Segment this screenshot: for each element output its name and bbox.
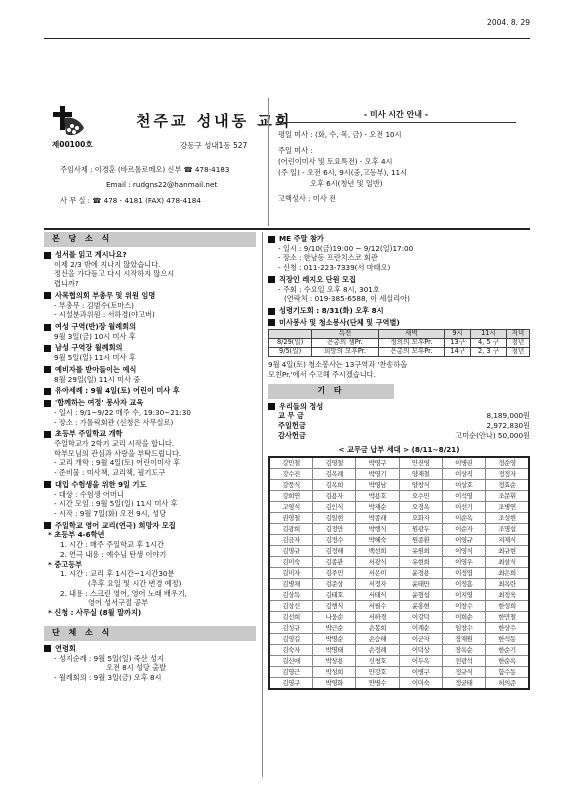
service-title: 미사봉사 및 청소봉사(단체 및 구역별) <box>268 318 530 328</box>
english-class-details <box>44 530 256 617</box>
gift-row <box>270 622 528 633</box>
household-name: 최옥란 <box>485 579 528 589</box>
square-bullet-icon <box>268 403 275 410</box>
household-name: 김영길 <box>282 635 300 644</box>
household-name: 장재원 <box>442 634 485 644</box>
household-name: 강희연 <box>282 492 300 501</box>
household-name: 장옥순 <box>442 645 485 655</box>
news-item-line: - 시간 모임 : 9월 5일(일) 11시 미사 후 <box>54 499 178 509</box>
household-name: 이영식 <box>442 546 485 556</box>
household-name: 지재식 <box>485 535 528 545</box>
retreat-line: (연락처 : 019-385-6588, 이 세실리아) <box>284 294 410 304</box>
household-name: 이순자 <box>442 524 485 534</box>
household-name: 손정례 <box>355 645 398 655</box>
household-name: 윤태만 <box>399 579 442 589</box>
household-name: 이병구 <box>399 667 442 677</box>
service-header-cell: 11시 <box>471 330 506 339</box>
section-group-news: 단 체 소 식 <box>44 626 256 641</box>
household-name: 서정자 <box>355 579 398 589</box>
household-name: 안진영 <box>399 458 442 468</box>
household-name: 이석영 <box>442 491 485 501</box>
english-class-line: (추후 요일 및 시간 변경 예정) <box>88 579 182 588</box>
household-name: 안강호 <box>355 667 398 677</box>
news-item-text: 유아세례 : 9월 4일(토) 어린이 미사 후 <box>55 386 180 396</box>
household-name: 최정욱 <box>485 590 528 600</box>
news-item-title <box>44 429 256 439</box>
household-name: 김숙자 <box>282 646 300 655</box>
square-bullet-icon <box>268 276 275 283</box>
gift-row <box>270 611 528 622</box>
service-cell: 14구 <box>445 348 471 357</box>
news-item-line: - 부총무 : 김범수(토마스) <box>54 300 134 310</box>
household-name: 김용자 <box>312 491 355 501</box>
household-name: 안병수 <box>355 678 398 688</box>
news-item-text: 대입 수험생을 위한 9일 기도 <box>55 479 147 489</box>
household-name: 박용호 <box>355 491 398 501</box>
mass-line: 고백성사 : 미사 전 <box>278 194 336 203</box>
household-name: 이정흠 <box>442 579 485 589</box>
english-class-line: 영어 성서구절 공부 <box>88 598 149 608</box>
top-rule <box>44 38 530 39</box>
household-name: 김성규 <box>282 624 300 633</box>
square-bullet-icon <box>44 345 51 352</box>
household-name: 박행식 <box>355 524 398 534</box>
service-header-cell: 9시 <box>445 330 471 339</box>
english-class-line: * 중고등부 <box>48 559 83 569</box>
household-name: 윤정용 <box>399 568 442 578</box>
household-name: 원광두 <box>399 524 442 534</box>
household-name: 손봉희 <box>355 623 398 633</box>
mass-title: - 미사 시간 안내 - <box>363 110 429 119</box>
household-name: 박영기 <box>355 469 398 479</box>
mass-line: 주일 미사 : <box>278 146 313 155</box>
me-line: - 신청 : 011-223-7339(서 마태오) <box>278 263 391 273</box>
news-item-line: 9월 3일(금) 10시 미사 후 <box>54 331 136 341</box>
household-name: 김행식 <box>312 601 355 611</box>
household-name: 서은미 <box>355 568 398 578</box>
news-item-title <box>44 480 256 490</box>
gift-row <box>270 677 528 688</box>
gift-row <box>270 666 528 677</box>
gift-row <box>270 589 528 600</box>
english-class-line: 2. 내용 : 스크린 영어, 영어 노래 배우기, <box>60 588 188 598</box>
household-name: 박혜숙 <box>355 535 398 545</box>
news-item-text: 주일학교 영어 교리(연극) 희망자 모집 <box>55 520 176 530</box>
news-item-title <box>44 521 256 531</box>
church-name: 천주교 성내동 교회 <box>136 112 293 130</box>
household-name: 김광희 <box>282 525 300 534</box>
household-name: 김인식 <box>312 502 355 512</box>
gift-row <box>270 644 528 655</box>
gift-row <box>270 545 528 556</box>
household-name: 김금자 <box>282 536 300 545</box>
square-bullet-icon <box>44 481 51 488</box>
news-item-line: 주일학교가 2학기 교리 시작을 합니다. <box>54 438 175 448</box>
group-line: 오전 8시 성당 출발 <box>106 663 167 673</box>
household-name: 유현희 <box>399 557 442 567</box>
household-name: 윤홍현 <box>399 601 442 611</box>
household-name: 김영근 <box>282 668 300 677</box>
household-name: 이상직 <box>442 469 485 479</box>
me-title: ME 주말 참가 <box>268 234 530 244</box>
news-item-title <box>44 343 256 353</box>
service-header-cell: 새벽 <box>378 330 444 339</box>
household-name: 김병채 <box>282 580 300 589</box>
news-item-line: - 시설분과위원 : 서하경(야고버) <box>54 310 155 320</box>
household-name: 한석동 <box>485 634 528 644</box>
gift-row <box>270 501 528 512</box>
news-item-line: 정신을 가다듬고 다시 시작하지 않으시 <box>54 269 175 279</box>
right-column <box>268 232 530 690</box>
household-name: 원종환 <box>399 535 442 545</box>
finance-title: 우리들의 정성 <box>268 402 530 412</box>
news-item-title <box>44 398 256 408</box>
household-name: 김옥례 <box>312 469 355 479</box>
news-item-line: 9월 5일(일) 11시 미사 후 <box>54 353 136 363</box>
news-item-title <box>44 386 256 396</box>
mass-line: 오후 6시(청년 및 일반) <box>310 179 383 188</box>
header-divider <box>268 98 269 226</box>
church-address: 강동구 성내1동 527 <box>180 141 248 150</box>
priest-info: 주임사제 : 이경훈 (바르톨로메오) 신부 ☎ 478-4183 <box>60 165 230 174</box>
news-item-text: 여성 구역(반)장 월례회의 <box>55 322 137 332</box>
household-name: 손승해 <box>355 634 398 644</box>
household-name: 이상호 <box>442 480 485 490</box>
gift-row <box>270 578 528 589</box>
household-name: 김신애 <box>282 657 300 666</box>
household-name: 박명순 <box>312 634 355 644</box>
english-class-line: 2. 연극 내용 : 예수님 탄생 이야기 <box>60 549 167 559</box>
mass-line: (어린이미사 및 토요특전) - 오후 4시 <box>278 157 393 166</box>
news-item-line: - 장소 : 가톨릭회관 (신청은 사무실로) <box>54 417 174 427</box>
household-name: 조병연 <box>485 502 528 512</box>
household-name: 이병권 <box>442 458 485 468</box>
household-name: 정순영 <box>485 458 528 468</box>
header-bottom-rule <box>44 228 530 230</box>
english-class-line: * 초등부 4-6학년 <box>48 530 105 540</box>
church-logo-icon <box>50 104 88 140</box>
square-bullet-icon <box>44 366 51 373</box>
news-item-title <box>44 322 256 332</box>
gift-row <box>270 567 528 578</box>
finance-row <box>268 421 530 431</box>
household-name: 김영구 <box>282 679 300 688</box>
retreat-title: 직장인 레지오 단원 모집 <box>268 275 530 285</box>
service-table <box>268 329 530 357</box>
square-bullet-icon <box>44 388 51 395</box>
household-name: 나웅순 <box>312 612 355 622</box>
news-item-title <box>44 291 256 301</box>
finance-row <box>268 411 530 421</box>
household-name: 한순기 <box>485 645 528 655</box>
mass-title-rule <box>276 122 516 123</box>
household-name: 허의준 <box>485 678 528 688</box>
finance-value: 고미순(안나) 50,000원 <box>455 430 530 440</box>
household-name: 강풍식 <box>282 481 300 490</box>
household-name: 한성희 <box>485 601 528 611</box>
square-bullet-icon <box>44 292 51 299</box>
household-name: 김영철 <box>312 458 355 468</box>
household-name: 김미숙 <box>282 558 300 567</box>
household-name: 김정수 <box>312 535 355 545</box>
household-name: 이계순 <box>399 623 442 633</box>
household-name: 이미숙 <box>399 678 442 688</box>
household-name: 김옥희 <box>312 480 355 490</box>
household-name: 이군자 <box>399 634 442 644</box>
me-line: - 장소 : 한남동 프란치스코 회관 <box>278 253 378 263</box>
service-cell: 4, 5 구 <box>471 339 506 348</box>
english-class-line: * 신청 : 사무실 (8월 말까지) <box>48 608 142 618</box>
news-item-line: - 시작 : 9월 7일(화) 오전 9시, 성당 <box>54 508 167 518</box>
news-item-text: 사목협의회 부총무 및 위원 임명 <box>55 290 156 300</box>
household-name: 전광석 <box>442 656 485 666</box>
household-name: 박영남 <box>355 480 398 490</box>
square-bullet-icon <box>268 236 275 243</box>
household-name: 이덕상 <box>399 645 442 655</box>
prayer-meeting: 성령기도회 : 8/31(화) 오후 8시 <box>268 306 530 316</box>
household-name: 박성희 <box>312 667 355 677</box>
household-name: 정정자 <box>485 469 528 479</box>
household-name: 서광식 <box>355 557 398 567</box>
household-name: 최삼식 <box>485 557 528 567</box>
household-name: 박상용 <box>312 656 355 666</box>
group-title: 연령회 <box>44 644 256 654</box>
household-name: 이정엽 <box>442 568 485 578</box>
household-name: 김주민 <box>312 568 355 578</box>
service-cell: 2, 3 구 <box>471 348 506 357</box>
mass-line: 평일 미사 : (화, 수, 목, 금) - 오전 10시 <box>278 130 402 139</box>
household-name: 박명태 <box>312 645 355 655</box>
square-bullet-icon <box>44 431 51 438</box>
gift-household-grid <box>268 456 530 690</box>
section-other: 기 타 <box>268 384 394 399</box>
household-name: 김준상 <box>312 579 355 589</box>
service-cell: 9/5(일) <box>269 348 312 357</box>
household-name: 김선희 <box>282 613 300 622</box>
service-note: 모친Pr.'에서 수고해 주시겠습니다. <box>268 369 376 379</box>
household-name: 이두옥 <box>399 656 442 666</box>
gift-row <box>270 479 528 490</box>
household-name: 이희순 <box>442 612 485 622</box>
household-name: 정규식 <box>442 667 485 677</box>
finance-list <box>268 411 530 440</box>
household-name: 서필수 <box>355 601 398 611</box>
finance-label: 감사헌금 <box>278 430 306 440</box>
group-line: - 성지순례 : 9월 5일(일) 죽산 성지 <box>54 653 164 663</box>
household-name: 권영철 <box>282 514 300 523</box>
news-item-title <box>44 250 256 260</box>
square-bullet-icon <box>268 308 275 315</box>
news-item-text: 성서를 읽고 계시나요? <box>55 250 127 259</box>
household-name: 정효순 <box>485 480 528 490</box>
household-name: 신청호 <box>355 656 398 666</box>
bulletin-date: 2004. 8. 29 <box>487 18 530 27</box>
household-name: 박재순 <box>355 502 398 512</box>
gift-row <box>270 512 528 523</box>
household-name: 김태호 <box>312 590 355 600</box>
household-name: 조성현 <box>485 513 528 523</box>
service-cell: 청년 <box>506 348 529 357</box>
retreat-line: - 주회 : 수요일 오후 8시, 301호 <box>278 284 380 294</box>
household-name: 이창수 <box>442 601 485 611</box>
office-info: 사 무 실 : ☎ 478 - 4181 (FAX) 478-4184 <box>60 196 201 205</box>
finance-label: 주일헌금 <box>278 421 306 431</box>
household-name: 고영식 <box>282 503 300 512</box>
finance-value: 8,189,000원 <box>486 411 530 421</box>
mass-line: (주 일) - 오전 6시, 9시(중,고등부), 11시 <box>278 168 408 177</box>
service-cell: 청년 <box>506 339 529 348</box>
news-item-line: - 준비물 : 미사책, 교리책, 필기도구 <box>54 468 166 478</box>
parish-news-list <box>44 250 256 530</box>
household-name: 김명규 <box>282 547 300 556</box>
left-column <box>44 232 256 683</box>
household-name: 강수진 <box>282 470 300 479</box>
news-item-line: - 교리 개학 : 9월 4일(토) 어린이미사 후 <box>54 458 181 468</box>
household-name: 김정해 <box>312 546 355 556</box>
news-item-text: '함께하는 여정' 봉사자 교육 <box>55 398 144 408</box>
finance-value: 2,972,830원 <box>486 421 530 431</box>
household-name: 최규현 <box>485 546 528 556</box>
household-name: 한만철 <box>485 612 528 622</box>
news-item-text: 예비자를 받아들이는 예식 <box>55 364 137 374</box>
gift-title: < 교무금 납부 세대 > (8/11~8/21) <box>338 444 460 454</box>
household-name: 오화자 <box>399 513 442 523</box>
news-item-line: 렵니까? <box>54 279 79 289</box>
news-item-text: 초등부 주일학교 개학 <box>55 429 123 439</box>
news-item-title <box>44 365 256 375</box>
news-item-text: 남성 구역장 월례회의 <box>55 343 123 353</box>
household-name: 박영구 <box>355 458 398 468</box>
service-header-cell: 특전 <box>312 330 378 339</box>
household-name: 서하경 <box>355 612 398 622</box>
household-name: 양창식 <box>399 480 442 490</box>
gift-row <box>270 600 528 611</box>
news-item-line: 8월 29일(일) 11시 미사 중 <box>54 374 141 384</box>
service-cell: 은총의 모후Pr. <box>378 348 444 357</box>
household-name: 김미자 <box>282 569 300 578</box>
household-name: 김정만 <box>312 524 355 534</box>
gift-row <box>270 633 528 644</box>
service-header-cell: 저녁 <box>506 330 529 339</box>
household-name: 윤형섭 <box>399 590 442 600</box>
square-bullet-icon <box>44 522 51 529</box>
household-name: 최은희 <box>485 568 528 578</box>
square-bullet-icon <box>44 324 51 331</box>
news-item-line: 이제 2/3 밖에 지나지 않았습니다. <box>54 259 161 269</box>
service-cell: 8/29(일) <box>269 339 312 348</box>
service-cell: 13구 <box>445 339 471 348</box>
gift-row <box>270 458 528 468</box>
household-name: 김상신 <box>282 602 300 611</box>
section-parish-news: 본 당 소 식 <box>44 232 256 247</box>
household-name: 백선희 <box>355 546 398 556</box>
household-name: 박종래 <box>355 513 398 523</box>
household-name: 이영우 <box>442 557 485 567</box>
household-name: 강민철 <box>282 459 300 468</box>
household-name: 한순옥 <box>485 656 528 666</box>
news-item-line: - 일시 : 9/1~9/22 매주 수, 19:30~21:30 <box>54 407 191 417</box>
household-name: 정균태 <box>442 678 485 688</box>
service-cell: 은총의 샘Pr. <box>312 339 378 348</box>
finance-row <box>268 431 530 441</box>
household-name: 양재철 <box>399 469 442 479</box>
household-name: 이영규 <box>442 535 485 545</box>
service-cell: 정의의 모후Pr. <box>378 339 444 348</box>
household-name: 임창수 <box>442 623 485 633</box>
household-name: 함수동 <box>485 667 528 677</box>
household-name: 한상수 <box>485 623 528 633</box>
square-bullet-icon <box>44 645 51 652</box>
household-name: 김상득 <box>282 591 300 600</box>
gift-row <box>270 468 528 479</box>
household-name: 이지영 <box>442 590 485 600</box>
column-divider <box>262 232 263 777</box>
square-bullet-icon <box>268 319 275 326</box>
household-name: 김종관 <box>312 557 355 567</box>
household-name: 유원희 <box>399 546 442 556</box>
email-info: Email : rudgns22@hanmail.net <box>106 180 218 189</box>
household-name: 이강덕 <box>399 612 442 622</box>
household-name: 조문휘 <box>485 491 528 501</box>
gift-row <box>270 534 528 545</box>
service-cell: 희망의 모후Pr. <box>312 348 378 357</box>
news-item-line: 학부모님의 관심과 사랑을 부탁드립니다. <box>54 448 182 458</box>
me-line: - 일시 : 9/10(금)19:00 ~ 9/12(일)17:00 <box>278 243 414 253</box>
household-name: 서태식 <box>355 590 398 600</box>
english-class-line: 1. 시간 : 교리 후 1시간~1시간30분 <box>60 569 175 579</box>
household-name: 이선기 <box>442 502 485 512</box>
issue-number: 제00100호 <box>52 140 93 149</box>
household-name: 오정옥 <box>399 502 442 512</box>
household-name: 이순옥 <box>442 513 485 523</box>
square-bullet-icon <box>44 400 51 407</box>
household-name: 오수민 <box>399 491 442 501</box>
english-class-line: 1. 시간 : 매주 주일학교 후 1시간 <box>60 540 164 550</box>
gift-row <box>270 655 528 666</box>
gift-row <box>270 523 528 534</box>
household-name: 박근순 <box>312 623 355 633</box>
service-row <box>269 348 530 357</box>
service-note: 9월 4일(토) 청소봉사는 13구역과 '찬송하올 <box>268 360 408 370</box>
finance-label: 교 무 금 <box>278 411 304 421</box>
news-item-line: - 대상 : 수험생 어머니 <box>54 489 124 499</box>
gift-row <box>270 490 528 501</box>
household-name: 김일현 <box>312 513 355 523</box>
gift-row <box>270 556 528 567</box>
household-name: 조명섭 <box>485 524 528 534</box>
household-name: 박영화 <box>312 678 355 688</box>
group-line: - 월례회의 : 9월 3일(금) 오후 8시 <box>54 673 162 683</box>
square-bullet-icon <box>44 252 51 259</box>
